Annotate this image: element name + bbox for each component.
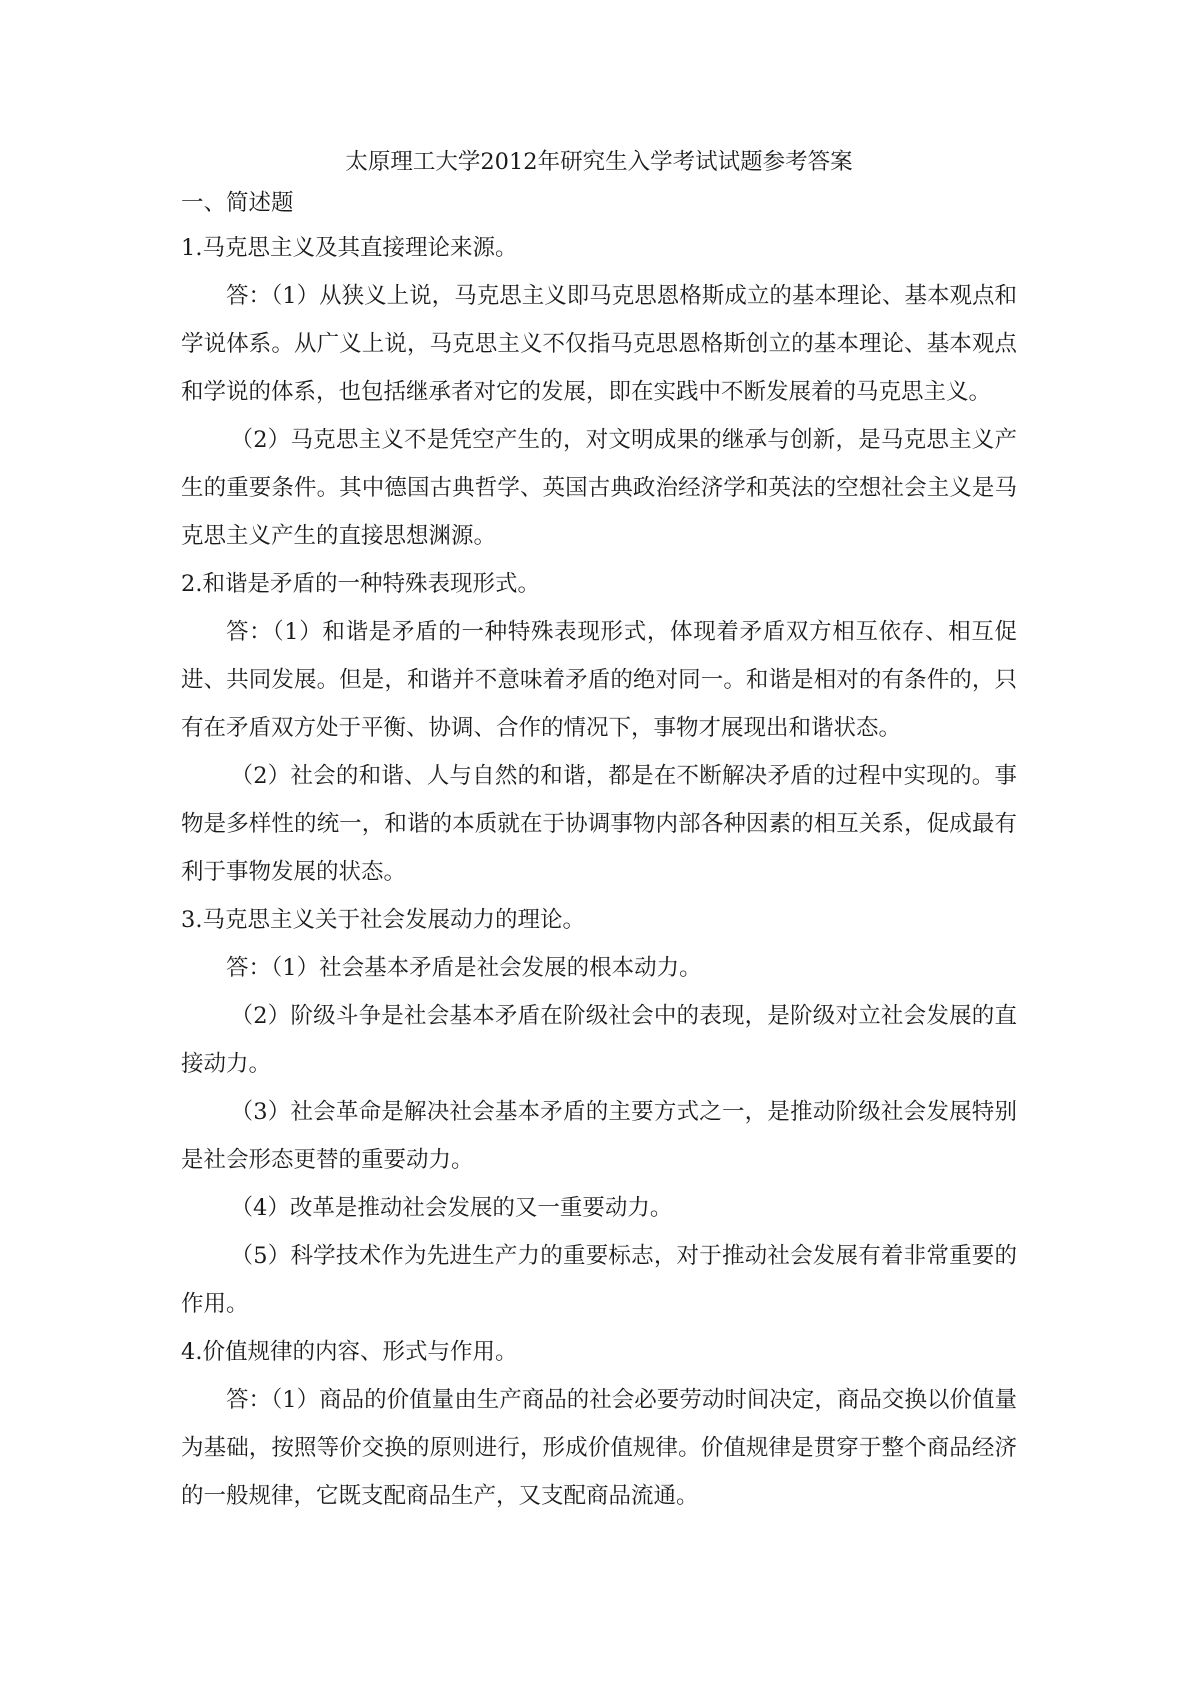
answer-paragraph: 答：（1）和谐是矛盾的一种特殊表现形式，体现着矛盾双方相互依存、相互促进、共同发展。但是，和谐并不意味着矛盾的绝对同一。和谐是相对的有条件的，只有在矛盾双方处于平衡、协调、合作的情况下，事物才展现出和谐状态。 <box>181 619 1017 741</box>
answer-paragraph: （5）科学技术作为先进生产力的重要标志，对于推动社会发展有着非常重要的作用。 <box>181 1243 1017 1317</box>
question-block <box>181 896 1017 1328</box>
question-heading: 3.马克思主义关于社会发展动力的理论。 <box>181 907 585 933</box>
answer-paragraph: （4）改革是推动社会发展的又一重要动力。 <box>230 1195 673 1221</box>
question-block <box>181 560 1017 896</box>
question-block <box>181 224 1017 560</box>
question-heading: 1.马克思主义及其直接理论来源。 <box>181 235 518 261</box>
section-heading: 一、简述题 <box>181 190 294 216</box>
answer-paragraph: （2）马克思主义不是凭空产生的，对文明成果的继承与创新，是马克思主义产生的重要条件。其中德国古典哲学、英国古典政治经济学和英法的空想社会主义是马克思主义产生的直接思想渊源。 <box>181 427 1017 549</box>
question-heading: 2.和谐是矛盾的一种特殊表现形式。 <box>181 571 540 597</box>
answer-paragraph: 答：（1）商品的价值量由生产商品的社会必要劳动时间决定，商品交换以价值量为基础，按照等价交换的原则进行，形成价值规律。价值规律是贯穿于整个商品经济的一般规律，它既支配商品生产，又支配商品流通。 <box>181 1387 1017 1509</box>
question-block <box>181 1328 1017 1520</box>
answer-paragraph: （2）社会的和谐、人与自然的和谐，都是在不断解决矛盾的过程中实现的。事物是多样性的统一，和谐的本质就在于协调事物内部各种因素的相互关系，促成最有利于事物发展的状态。 <box>181 763 1017 885</box>
document-title: 太原理工大学2012年研究生入学考试试题参考答案 <box>345 149 853 175</box>
answer-paragraph: 答：（1）从狭义上说，马克思主义即马克思恩格斯成立的基本理论、基本观点和学说体系。从广义上说，马克思主义不仅指马克思恩格斯创立的基本理论、基本观点和学说的体系，也包括继承者对它的发展，即在实践中不断发展着的马克思主义。 <box>181 283 1017 405</box>
answer-paragraph: （2）阶级斗争是社会基本矛盾在阶级社会中的表现，是阶级对立社会发展的直接动力。 <box>181 1003 1017 1077</box>
document-page <box>181 142 1017 1520</box>
answer-paragraph: 答：（1）社会基本矛盾是社会发展的根本动力。 <box>226 955 702 981</box>
answer-paragraph: （3）社会革命是解决社会基本矛盾的主要方式之一，是推动阶级社会发展特别是社会形态更替的重要动力。 <box>181 1099 1017 1173</box>
question-heading: 4.价值规律的内容、形式与作用。 <box>181 1339 518 1365</box>
